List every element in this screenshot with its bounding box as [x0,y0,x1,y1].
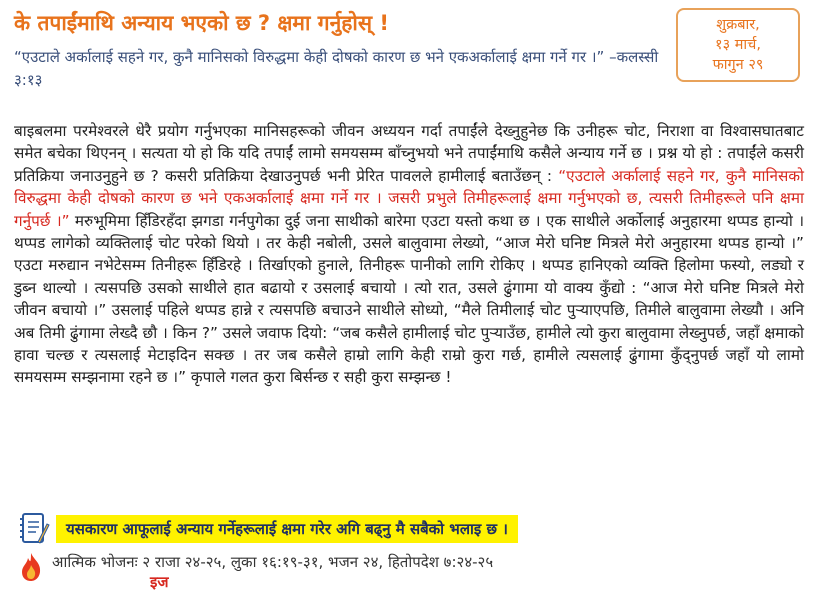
date-day: शुक्रबार, [716,17,760,33]
page-title: के तपाईंमाथि अन्याय भएको छ ? क्षमा गर्नुहोस् ! [14,11,389,35]
key-verse: “एउटाले अर्कालाई सहने गर, कुनै मानिसको विरुद्धमा केही दोषको कारण छ भने एकअर्कालाई क्षमा गर्ने गर ।” –कलस्सी ३:१३ [14,48,659,89]
action-statement: यसकारण आफूलाई अन्याय गर्नेहरूलाई क्षमा गरेर अगि बढ्नु मै सबैको भलाइ छ । [56,515,518,543]
date-gregorian: १३ मार्च, [715,37,761,53]
body-scripture-quote: “एउटाले अर्कालाई सहने गर, कुनै मानिसको विरुद्धमा केही दोषको कारण छ भने एकअर्कालाई क्षमा गर्ने गर । जसरी प्रभुले तिमीहरूलाई क्षमा गर्नुभएको छ, त्यसरी तिमीहरूले पनि क्षमा गर्नुपर्छ ।” [14,166,804,230]
date-box [676,8,800,82]
body-text-2: मरुभूमिमा हिँडिरहँदा झगडा गर्नपुगेका दुई जना साथीको बारेमा एउटा यस्तो कथा छ । एक साथीले अर्कोलाई अनुहारमा थप्पड हान्यो । थप्पड लागेको व्यक्तिलाई चोट परेको थियो । तर केही नबोली, उसले बालुवामा लेख्यो, “आज मेरो घनिष्ट मित्रले मेरो अनुहारमा थप्पड हान्यो ।” एउटा मरुद्यान नभेटेसम्म तिनीहरू हिँडिरहे । तिर्खाएको हुनाले, तिनीहरू पानीको लागि रोकिए । थप्पड हानिएको व्यक्ति हिलोमा फस्यो, लड्यो र डुब्न थाल्यो । त्यसपछि उसको साथीले हात बढायो र उसलाई बचायो । त्यो रात, उसले ढुंगामा यो वाक्य कुँद्यो : “आज मेरो घनिष्ट मित्रले मेरो जीवन बचायो ।” उसलाई पहिले थप्पड हान्ने र त्यसपछि बचाउने साथीले सोध्यो, “मैले तिमीलाई चोट पुऱ्याएपछि, तिमीले बालुवामा लेख्यौ । अनि अब तिमी ढुंगामा लेख्दै छौ । किन ?” उसले जवाफ दियो: “जब कसैले हामीलाई चोट पुऱ्याउँछ, हामीले त्यो कुरा बालुवामा लेख्नुपर्छ, जहाँ क्षमाको हावा चल्छ र त्यसलाई मेटाइदिन सक्छ । तर जब कसैले हाम्रो लागि केही राम्रो कुरा गर्छ, हामीले त्यसलाई ढुंगामा कुँद्नुपर्छ जहाँ यो लामो समयसम्म सम्झनामा रहने छ ।” कृपाले गलत कुरा बिर्सन्छ र सही कुरा सम्झन्छ ! [14,211,804,387]
devotional-body [14,120,804,389]
notebook-pencil-icon [20,512,50,546]
reading-plan [20,552,493,582]
fire-icon [20,552,42,582]
action-bar [20,512,590,546]
body-text-1: बाइबलमा परमेश्वरले धेरै प्रयोग गर्नुभएका मानिसहरूको जीवन अध्ययन गर्दा तपाईंले देख्नुहुनेछ कि उनीहरू चोट, निराशा वा विश्वासघातबाट समेत बचेका थिएनन् । सत्यता यो हो कि यदि तपाईं लामो समयसम्म बाँच्नुभयो भने तपाईंमाथि कसैले अन्याय गर्ने छ । प्रश्न यो हो : तपाईंले कसरी प्रतिक्रिया जनाउनुहुने छ ? कसरी प्रतिक्रिया देखाउनुपर्छ भनी प्रेरित पावलले हामीलाई बताउँछन् : [14,122,804,185]
reading-references: आत्मिक भोजनः २ राजा २४-२५, लुका १६:१९-३१, भजन २४, हितोपदेश ७:२४-२५ [52,553,494,571]
author-initials: इज [150,573,169,591]
date-nepali: फागुन २९ [712,57,764,73]
